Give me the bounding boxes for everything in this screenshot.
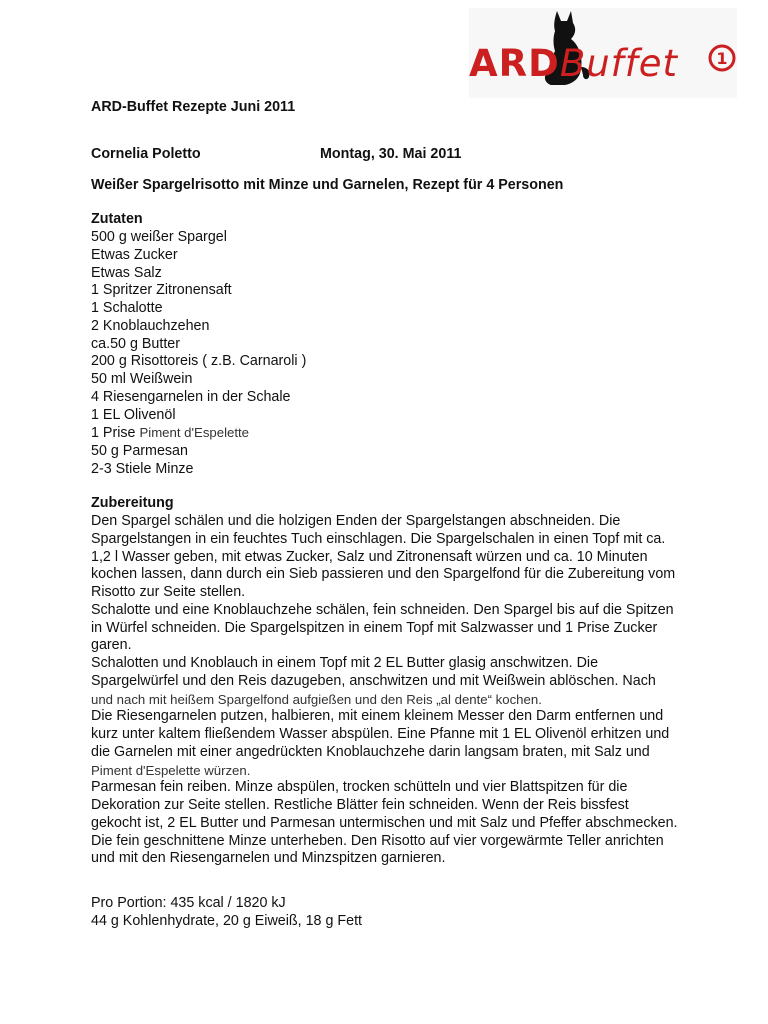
ingredient-item: Etwas Zucker	[91, 246, 178, 263]
preparation-line: Spargelwürfel und den Reis dazugeben, anschwitzen und mit Weißwein ablöschen. Nach	[91, 672, 656, 689]
preparation-line: Parmesan fein reiben. Minze abspülen, trocken schütteln und vier Blattspitzen für die	[91, 779, 628, 796]
ingredient-piment: Piment d'Espelette	[139, 425, 250, 441]
ard-one-logo-icon	[708, 44, 736, 72]
ingredient-item: 50 ml Weißwein	[91, 371, 193, 387]
preparation-line: Schalotten und Knoblauch in einem Topf mit 2 EL Butter glasig anschwitzen. Die	[91, 655, 599, 671]
preparation-line: Piment d'Espelette würzen.	[91, 762, 251, 778]
ingredient-item: ca.50 g Butter	[91, 335, 181, 352]
preparation-line: und nach mit heißem Spargelfond aufgießen und den Reis „al dente“ kochen.	[91, 691, 542, 707]
preparation-line: Schalotte und eine Knoblauchzehe schälen, fein schneiden. Den Spargel bis auf die Spitzen	[91, 601, 674, 618]
preparation-line: gekocht ist, 2 EL Butter und Parmesan untermischen und mit Salz und Pfeffer abschmecken.	[91, 814, 678, 831]
preparation-heading: Zubereitung	[91, 495, 174, 511]
ingredient-item: 1 EL Olivenöl	[91, 406, 176, 423]
preparation-line: Risotto zur Seite stellen.	[91, 584, 246, 600]
preparation-text	[91, 513, 678, 868]
nutrition-energy: Pro Portion: 435 kcal / 1820 kJ	[91, 895, 286, 911]
ingredient-item: 200 g Risottoreis ( z.B. Carnaroli )	[91, 353, 307, 370]
document-title: ARD-Buffet Rezepte Juni 2011	[91, 99, 296, 115]
preparation-line: in Würfel schneiden. Die Spargelspitzen in einem Topf mit Salzwasser und 1 Prise Zucker	[91, 619, 658, 636]
preparation-line: garen.	[91, 637, 132, 654]
ingredient-item: 1 Spritzer Zitronensaft	[91, 282, 232, 299]
preparation-line: die Garnelen mit einer angedrückten Knoblauchzehe darin langsam braten, mit Salz und	[91, 743, 650, 760]
ingredient-item: 2 Knoblauchzehen	[91, 317, 210, 334]
ingredient-item: Etwas Salz	[91, 264, 162, 281]
preparation-line: Den Spargel schälen und die holzigen Enden der Spargelstangen abschneiden. Die	[91, 513, 621, 529]
preparation-line: Spargelstangen in ein feuchtes Tuch einschlagen. Die Spargelschalen in einen Topf mit ca.	[91, 530, 666, 547]
logo-buffet: Buffet	[559, 42, 678, 85]
ingredients-list	[91, 229, 306, 479]
ingredient-item: 4 Riesengarnelen in der Schale	[91, 388, 291, 405]
ingredient-item	[91, 424, 306, 443]
preparation-line: Die Riesengarnelen putzen, halbieren, mit einem kleinem Messer den Darm entfernen und	[91, 708, 664, 725]
preparation-line: kochen lassen, dann durch ein Sieb passieren und den Spargelfond für die Zubereitung vom	[91, 566, 676, 583]
ingredient-item-text: 1 Prise	[91, 425, 140, 442]
preparation-line: 1,2 l Wasser geben, mit etwas Zucker, Salz und Zitronensaft würzen und ca. 10 Minuten	[91, 548, 648, 565]
preparation-line: kurz unter kaltem fließendem Wasser abspülen. Eine Pfanne mit 1 EL Olivenöl erhitzen und	[91, 726, 670, 742]
ingredient-item: 500 g weißer Spargel	[91, 229, 227, 245]
ingredient-item: 2-3 Stiele Minze	[91, 460, 194, 477]
ard-one-number: 1	[716, 49, 728, 68]
preparation-line: und mit den Riesengarnelen und Minzspitzen garnieren.	[91, 850, 446, 867]
date: Montag, 30. Mai 2011	[320, 146, 462, 162]
ingredient-item: 50 g Parmesan	[91, 443, 188, 459]
recipe-title: Weißer Spargelrisotto mit Minze und Garnelen, Rezept für 4 Personen	[91, 177, 564, 193]
nutrition-macros: 44 g Kohlenhydrate, 20 g Eiweiß, 18 g Fett	[91, 912, 363, 929]
preparation-line: Dekoration zur Seite stellen. Restliche Blätter fein schneiden. Wenn der Reis bissfest	[91, 797, 629, 813]
preparation-line: Die fein geschnittene Minze unterheben. Den Risotto auf vier vorgewärmte Teller anrichten	[91, 832, 664, 849]
ingredients-heading: Zutaten	[91, 211, 143, 227]
ingredient-item: 1 Schalotte	[91, 300, 163, 316]
author-name: Cornelia Poletto	[91, 146, 201, 162]
logo-ard: ARD	[469, 42, 560, 85]
logo-wordmark	[469, 38, 678, 90]
nutrition-info	[91, 895, 362, 931]
